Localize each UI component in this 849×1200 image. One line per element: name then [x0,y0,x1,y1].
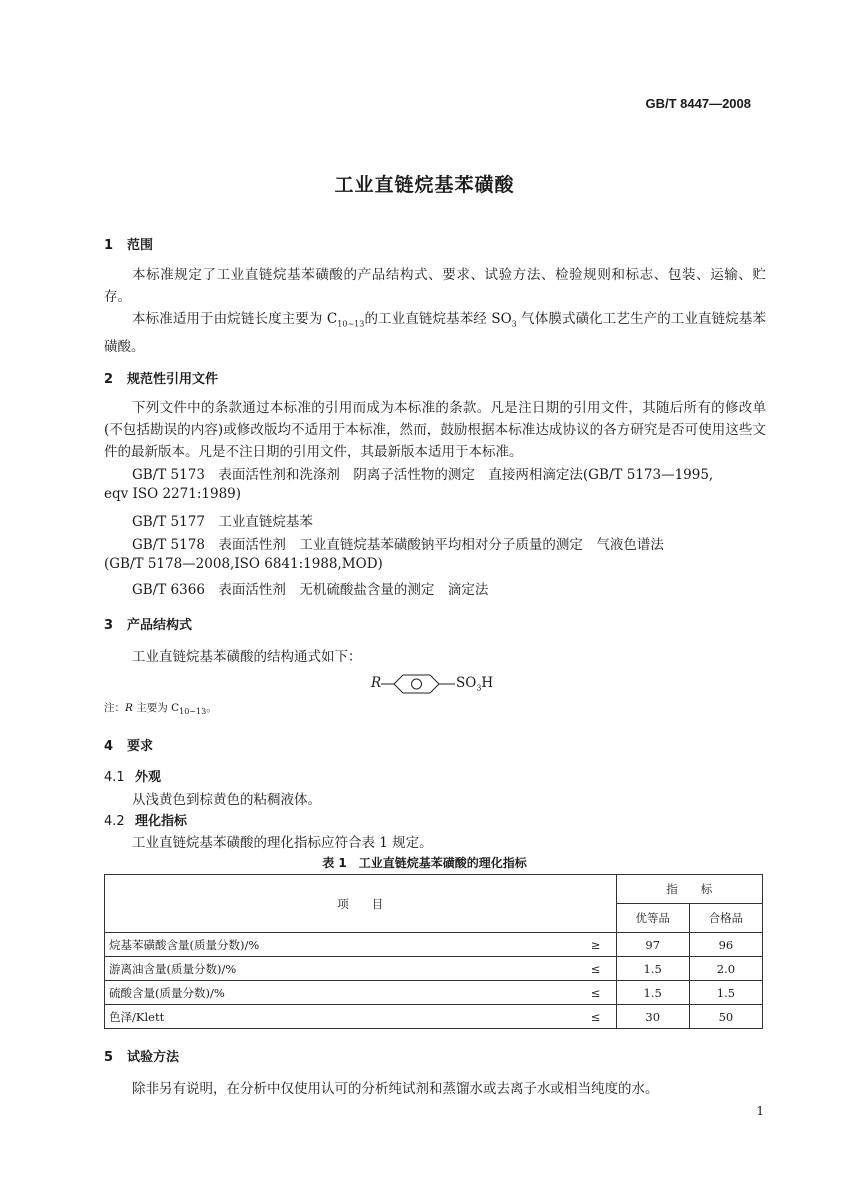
row-operator: ≥ [576,933,617,957]
section-4-2-heading [104,810,187,829]
row-item: 硫酸含量(质量分数)/% [105,981,576,1005]
formula-so: SO [456,675,477,691]
section-4-1-number: 4.1 [104,770,125,785]
section-5-heading [104,1046,179,1065]
section-4-number: 4 [104,739,114,754]
table-header-item: 项 目 [105,875,617,933]
scope-text-a: 本标准适用于由烷链长度主要为 C [132,311,338,327]
structure-note [104,700,217,716]
test-method-text: 除非另有说明，在分析中仅使用认可的分析纯试剂和蒸馏水或去离子水或相当纯度的水。 [132,1081,659,1097]
row-value-qualified: 2.0 [689,957,762,981]
formula-sulfonic-group [456,675,493,693]
row-value-superior: 1.5 [616,957,689,981]
standard-code: GB/T 8447—2008 [645,96,751,111]
row-value-superior: 97 [616,933,689,957]
note-text: 主要为 C [132,702,180,714]
row-operator: ≤ [576,957,617,981]
table-row [105,933,763,957]
section-5-number: 5 [104,1050,114,1065]
formula-r-group: R [371,675,382,691]
section-3-title: 产品结构式 [127,618,193,633]
note-subscript: 10~13 [179,707,207,717]
row-value-qualified: 96 [689,933,762,957]
section-4-1-title: 外观 [135,770,162,785]
section-1-paragraph-1: 本标准规定了工业直链烷基苯磺酸的产品结构式、要求、试验方法、检验规则和标志、包装、运输、贮存。 [104,267,766,305]
section-1-number: 1 [104,238,114,253]
reference-gbt5173-cont: eqv ISO 2271:1989) [104,486,242,502]
section-1-paragraph-2 [104,308,766,358]
structural-formula [371,673,511,695]
benzene-ring-icon [381,673,461,695]
section-4-heading [104,735,153,754]
document-title: 工业直链烷基苯磺酸 [334,174,515,196]
table-header-index: 指 标 [616,875,762,904]
section-4-2-title: 理化指标 [135,814,188,829]
section-2-number: 2 [104,372,114,387]
section-4-1-heading [104,766,161,785]
note-label: 注： [104,702,125,714]
row-value-superior: 1.5 [616,981,689,1005]
physicochemical-text: 工业直链烷基苯磺酸的理化指标应符合表 1 规定。 [132,835,433,851]
row-operator: ≤ [576,1005,617,1029]
table-header-grade-superior: 优等品 [616,904,689,933]
table-header-row [105,875,763,904]
table-1 [104,874,763,1029]
section-5-title: 试验方法 [127,1050,180,1065]
row-operator: ≤ [576,981,617,1005]
section-2-intro: 下列文件中的条款通过本标准的引用而成为本标准的条款。凡是注日期的引用文件，其随后所有的修改单(不包括勘误的内容)或修改版均不适用于本标准，然而，鼓励根据本标准达成协议的各方研究是否可使用这些文件的最新版本。凡是不注日期的引用文件，其最新版本适用于本标准。 [104,400,766,460]
table-row [105,957,763,981]
section-1-heading [104,234,153,253]
section-4-2-number: 4.2 [104,814,125,829]
reference-gbt6366: GB/T 6366 表面活性剂 无机硫酸盐含量的测定 滴定法 [132,582,489,598]
structure-intro-text: 工业直链烷基苯磺酸的结构通式如下： [132,649,362,665]
section-1-title: 范围 [127,238,154,253]
section-2-title: 规范性引用文件 [127,372,219,387]
scope-subscript-chain: 10~13 [337,319,365,329]
reference-gbt5177: GB/T 5177 工业直链烷基苯 [132,514,313,530]
formula-subscript-3: 3 [476,683,482,693]
formula-h: H [481,675,494,691]
appearance-text: 从浅黄色到棕黄色的粘稠液体。 [132,792,321,808]
table-header-grade-qualified: 合格品 [689,904,762,933]
note-r: R [125,702,133,714]
scope-subscript-so3: 3 [511,319,517,329]
reference-gbt5173: GB/T 5173 表面活性剂和洗涤剂 阴离子活性物的测定 直接两相滴定法(GB/T 5173—1995, [132,467,714,483]
section-2-heading [104,368,218,387]
section-4-title: 要求 [127,739,154,754]
scope-text-b: 的工业直链烷基苯经 SO [364,311,512,327]
scope-text-c: 气体膜式磺化工艺生产的工业直链烷基苯磺酸。 [104,311,766,355]
row-item: 游离油含量(质量分数)/% [105,957,576,981]
reference-gbt5178-cont: (GB/T 5178—2008,ISO 6841:1988,MOD) [104,556,383,572]
row-item: 烷基苯磺酸含量(质量分数)/% [105,933,576,957]
reference-gbt5178: GB/T 5178 表面活性剂 工业直链烷基苯磺酸钠平均相对分子质量的测定 气液色谱法 [132,537,664,553]
row-value-superior: 30 [616,1005,689,1029]
table-row [105,1005,763,1029]
section-3-number: 3 [104,618,114,633]
row-item: 色泽/Klett [105,1005,576,1029]
row-value-qualified: 1.5 [689,981,762,1005]
section-3-heading [104,614,192,633]
table-row [105,981,763,1005]
table-1-caption: 表 1 工业直链烷基苯磺酸的理化指标 [322,856,527,870]
page-number: 1 [756,1104,764,1118]
row-value-qualified: 50 [689,1005,762,1029]
note-end: 。 [206,702,217,714]
